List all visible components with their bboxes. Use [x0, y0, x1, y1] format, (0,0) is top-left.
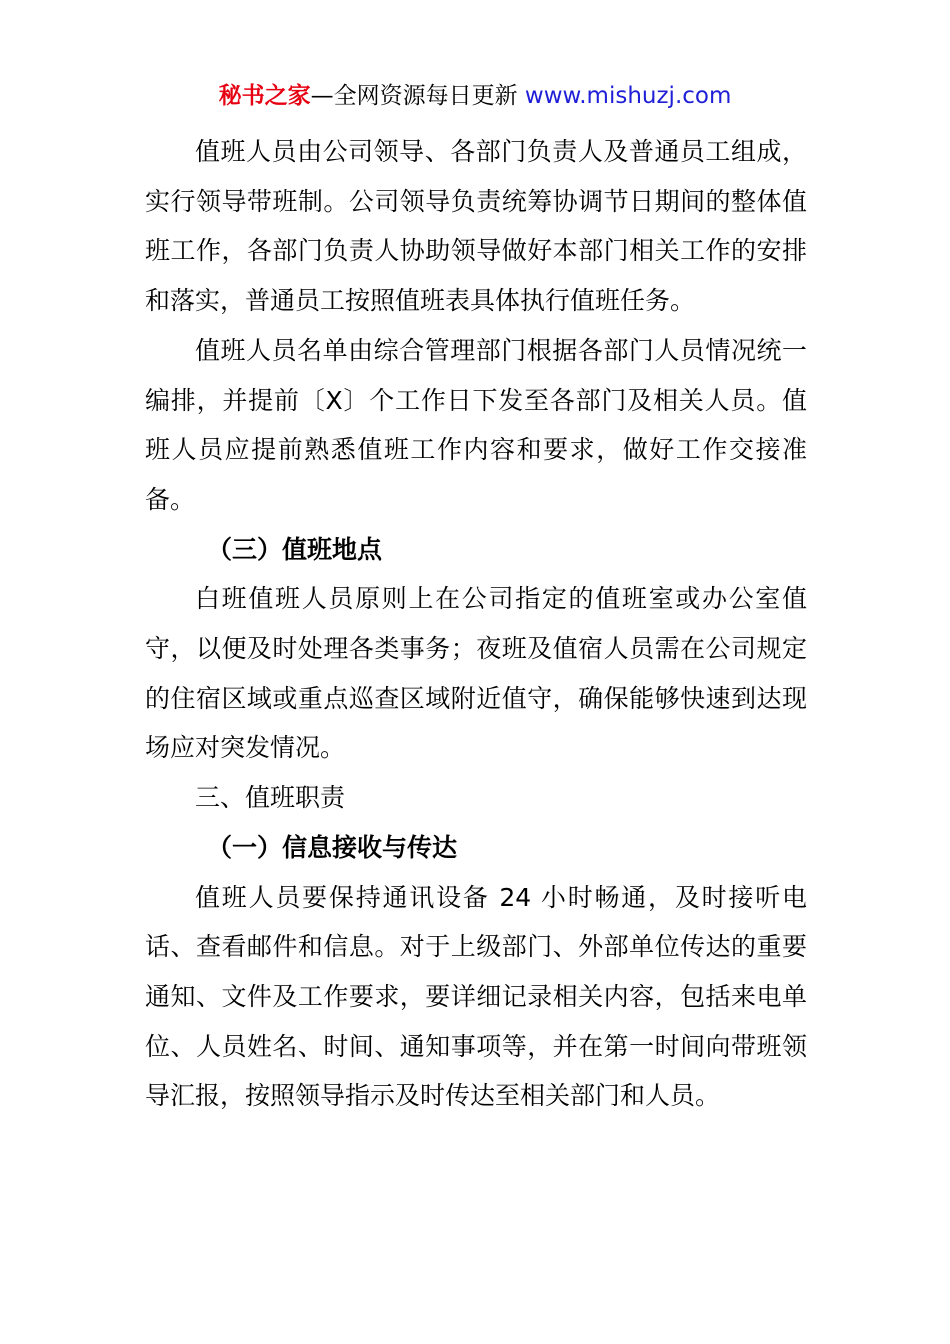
page-header	[0, 78, 950, 114]
paragraph-info-receiving: 值班人员要保持通讯设备 24 小时畅通，及时接听电话、查看邮件和信息。对于上级部门、外部单位传达的重要通知、文件及工作要求，要详细记录相关内容，包括来电单位、人员姓名、时间、通知事项等，并在第一时间向带班领导汇报，按照领导指示及时传达至相关部门和人员。	[145, 882, 807, 1111]
site-brand: 秘书之家	[218, 83, 311, 109]
document-body	[145, 127, 807, 1121]
subheading-duty-location: （三）值班地点	[207, 534, 383, 564]
site-url[interactable]: www.mishuzj.com	[524, 83, 732, 109]
paragraph-duty-roster: 值班人员名单由综合管理部门根据各部门人员情况统一编排，并提前〔X〕个工作日下发至各部门及相关人员。值班人员应提前熟悉值班工作内容和要求，做好工作交接准备。	[145, 335, 807, 514]
site-tagline: —全网资源每日更新	[310, 83, 525, 109]
section-heading-duty-responsibilities: 三、值班职责	[195, 783, 346, 813]
paragraph-duty-staff-composition: 值班人员由公司领导、各部门负责人及普通员工组成，实行领导带班制。公司领导负责统筹协调节日期间的整体值班工作，各部门负责人协助领导做好本部门相关工作的安排和落实，普通员工按照值班表具体执行值班任务。	[145, 137, 807, 316]
subheading-info-receiving: （一）信息接收与传达	[207, 832, 458, 862]
paragraph-duty-location: 白班值班人员原则上在公司指定的值班室或办公室值守，以便及时处理各类事务；夜班及值宿人员需在公司规定的住宿区域或重点巡查区域附近值守，确保能够快速到达现场应对突发情况。	[145, 584, 807, 763]
